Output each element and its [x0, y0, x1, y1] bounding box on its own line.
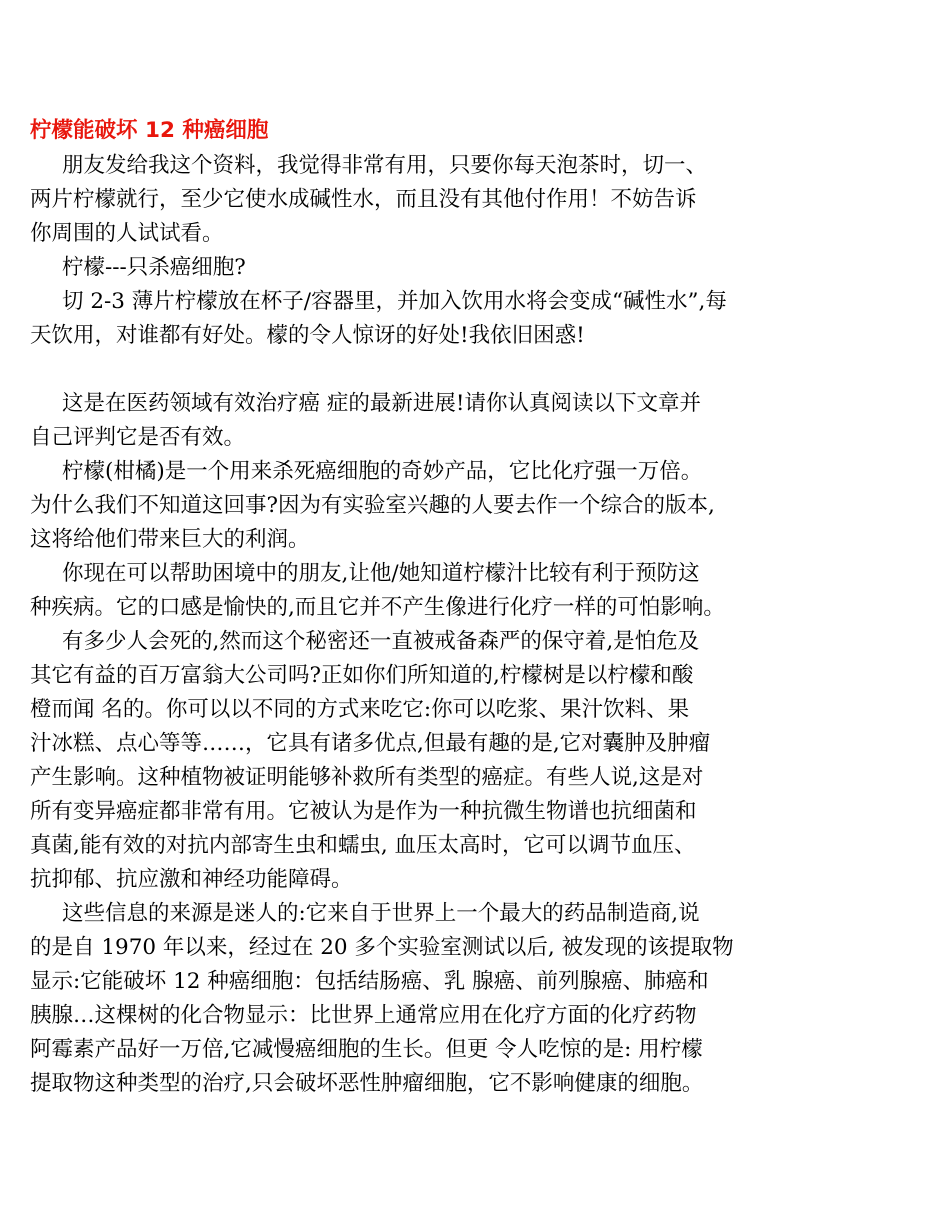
text-line: 汁冰糕、点心等等……，它具有诸多优点,但最有趣的是,它对囊肿及肿瘤 — [30, 731, 711, 756]
text-line: 你现在可以帮助困境中的朋友,让他/她知道柠檬汁比较有利于预防这 — [62, 561, 700, 586]
paragraph-gap — [30, 353, 910, 387]
text-line: 柠檬(柑橘)是一个用来杀死癌细胞的奇妙产品，它比化疗强一万倍。 — [62, 459, 703, 484]
document-title: 柠檬能破坏 12 种癌细胞 — [30, 118, 269, 143]
document-page — [30, 113, 910, 1101]
text-line: 真菌,能有效的对抗内部寄生虫和蠕虫, 血压太高时，它可以调节血压、 — [30, 833, 696, 858]
text-line: 胰腺…这棵树的化合物显示：比世界上通常应用在化疗方面的化疗药物 — [30, 1003, 697, 1028]
text-line: 两片柠檬就行，至少它使水成碱性水，而且没有其他付作用！不妨告诉 — [30, 187, 697, 212]
text-line: 的是自 1970 年以来，经过在 20 多个实验室测试以后, 被发现的该提取物 — [30, 935, 734, 960]
text-line: 提取物这种类型的治疗,只会破坏恶性肿瘤细胞，它不影响健康的细胞。 — [30, 1071, 704, 1096]
text-line: 为什么我们不知道这回事?因为有实验室兴趣的人要去作一个综合的版本, — [30, 493, 715, 518]
text-line: 显示:它能破坏 12 种癌细胞：包括结肠癌、乳 腺癌、前列腺癌、肺癌和 — [30, 969, 709, 994]
text-line: 种疾病。它的口感是愉快的,而且它并不产生像进行化疗一样的可怕影响。 — [30, 595, 725, 620]
text-line: 自己评判它是否有效。 — [30, 425, 246, 450]
text-line: 有多少人会死的,然而这个秘密还一直被戒备森严的保守着,是怕危及 — [62, 629, 700, 654]
text-line: 其它有益的百万富翁大公司吗?正如你们所知道的,柠檬树是以柠檬和酸 — [30, 663, 694, 688]
text-line: 阿霉素产品好一万倍,它减慢癌细胞的生长。但更 令人吃惊的是: 用柠檬 — [30, 1037, 703, 1062]
text-line: 天饮用，对谁都有好处。檬的令人惊讶的好处!我依旧困惑! — [30, 323, 585, 348]
text-line: 这些信息的来源是迷人的:它来自于世界上一个最大的药品制造商,说 — [62, 901, 700, 926]
text-line: 这将给他们带来巨大的利润。 — [30, 527, 310, 552]
text-line: 这是在医药领域有效治疗癌 症的最新进展!请你认真阅读以下文章并 — [62, 391, 701, 416]
text-line: 柠檬---只杀癌细胞? — [62, 255, 246, 280]
text-line: 产生影响。这种植物被证明能够补救所有类型的癌症。有些人说,这是对 — [30, 765, 704, 790]
text-line: 朋友发给我这个资料，我觉得非常有用，只要你每天泡茶时，切一、 — [62, 153, 708, 178]
text-line: 所有变异癌症都非常有用。它被认为是作为一种抗微生物谱也抗细菌和 — [30, 799, 697, 824]
text-line: 抗抑郁、抗应激和神经功能障碍。 — [30, 867, 353, 892]
text-line: 你周围的人试试看。 — [30, 221, 224, 246]
text-line: 切 2-3 薄片柠檬放在杯子/容器里，并加入饮用水将会变成“碱性水”,每 — [62, 289, 727, 314]
text-line: 橙而闻 名的。你可以以不同的方式来吃它:你可以吃浆、果汁饮料、果 — [30, 697, 690, 722]
